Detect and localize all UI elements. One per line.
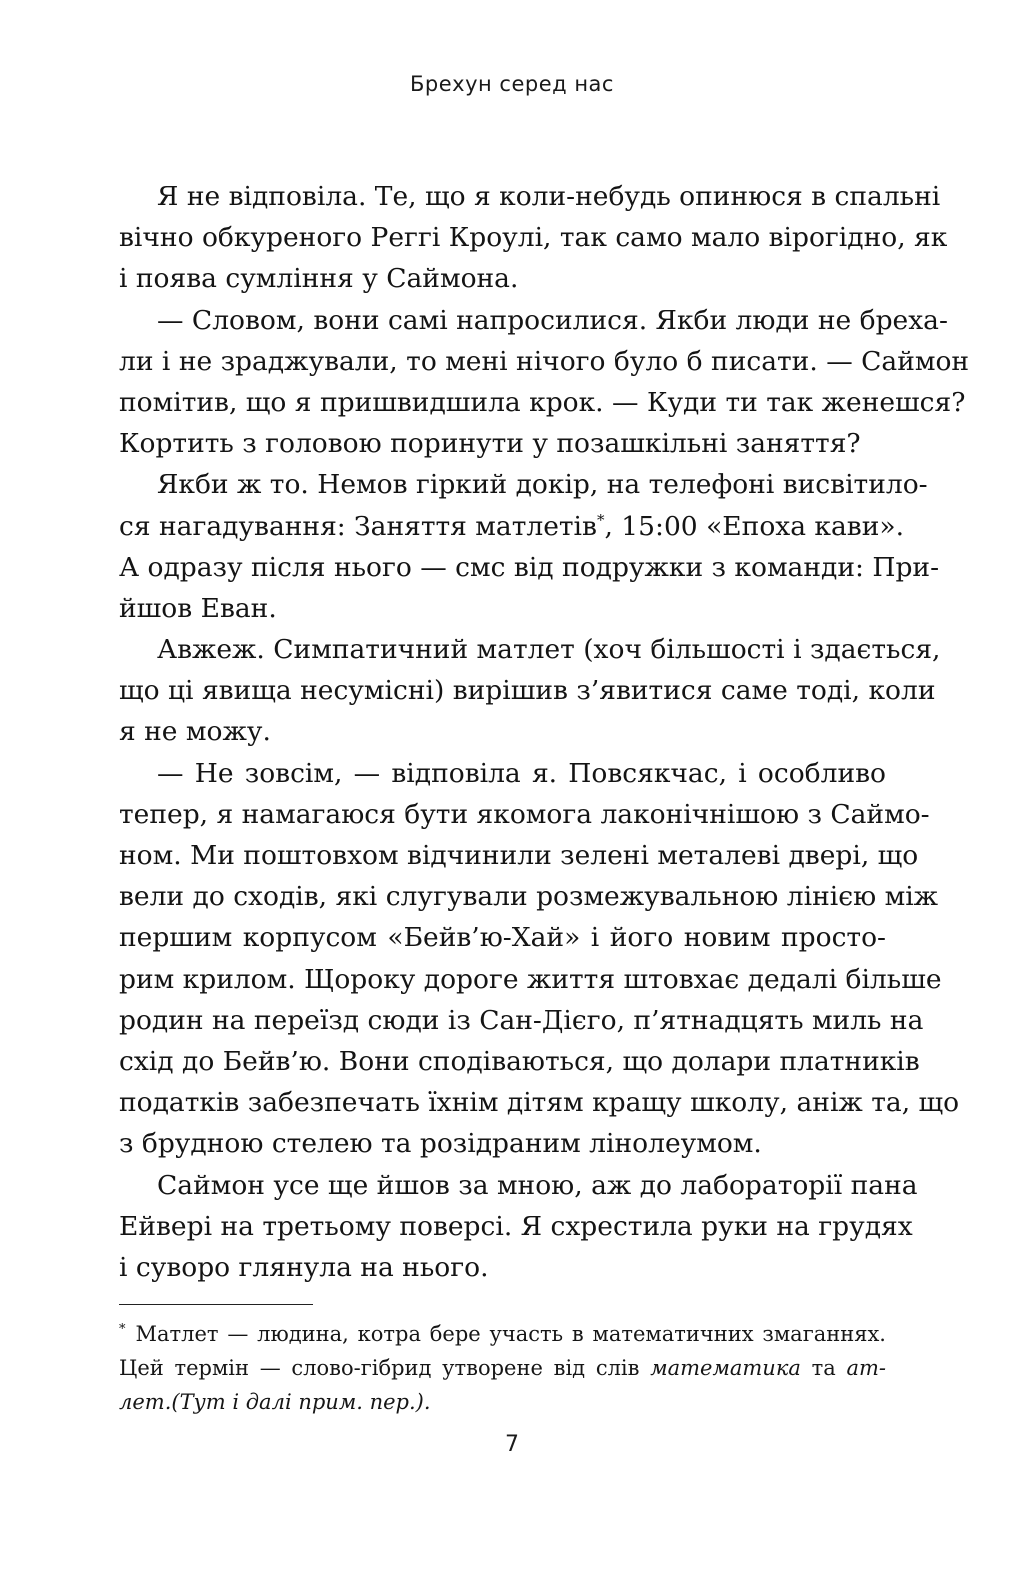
footnote-text: та [800,1356,847,1380]
paragraph-line: з брудною стелею та розідраним лінолеумом. [119,1128,762,1160]
paragraph-line: що ці явища несумісні) вирішив з’явитися саме тоді, коли [119,675,936,707]
footnote-mark: * [119,1322,126,1337]
paragraph-line: податків забезпечать їхнім дітям кращу школу, аніж та, що [119,1087,960,1119]
paragraph-line: і суворо глянула на нього. [119,1251,489,1283]
paragraph-line: йшов Еван. [119,592,277,624]
footnote-reference-mark: * [596,510,605,529]
paragraph-line: вічно обкуреного Реггі Кроулі, так само мало вірогідно, як [119,222,948,254]
paragraph-line: Кортить з головою поринути у позашкільні заняття? [119,428,861,460]
paragraph-line: Авжеж. Симпатичний матлет (хоч більшості і здається, [157,634,941,666]
paragraph-line: Я не відповіла. Те, що я коли-небудь опинюся в спальні [157,181,941,212]
footnote [119,1317,886,1419]
paragraph-line: ном. Ми поштовхом відчинили зелені металеві двері, що [119,840,919,871]
paragraph-line: тепер, я намагаюся бути якомога лаконічнішою з Саймо- [119,798,930,830]
footnote-line [119,1351,886,1385]
footnote-text: Цей термін — слово-гібрид утворене від слів [119,1356,651,1380]
footnote-text: Матлет — людина, котра бере участь в математичних змаганнях. [135,1322,886,1346]
footnote-italic-note: лет.(Тут і далі прим. пер.). [119,1390,431,1414]
footnote-italic-term: математика [650,1356,801,1380]
running-head: Брехун серед нас [410,72,614,96]
paragraph-line: схід до Бейв’ю. Вони сподіваються, що долари платників [119,1045,920,1077]
paragraph-line: Якби ж то. Немов гіркий докір, на телефоні висвітило- [157,469,928,501]
footnote-line [119,1317,886,1351]
paragraph-line: рим крилом. Щороку дороге життя штовхає дедалі більше [119,963,942,995]
line-text: , 15:00 «Епоха кави». [604,510,905,542]
paragraph-line: родин на переїзд сюди із Сан-Дієго, п’ятнадцять миль на [119,1004,924,1036]
paragraph-line: Ейвері на третьому поверсі. Я схрестила руки на грудях [119,1210,913,1242]
page-number: 7 [505,1432,519,1457]
paragraph-line: — Не зовсім, — відповіла я. Повсякчас, і особливо [157,757,886,789]
footnote-line [119,1385,886,1419]
line-text: ся нагадування: Заняття матлетів [119,510,597,542]
paragraph-line: — Словом, вони самі напросилися. Якби люди не бреха- [157,304,948,336]
paragraph-line: А одразу після нього — смс від подружки з команди: При- [119,551,940,583]
paragraph-line: Саймон усе ще йшов за мною, аж до лабораторії пана [157,1169,918,1201]
footnote-divider [119,1304,313,1305]
paragraph-line [119,506,905,547]
paragraph-line: ли і не зраджували, то мені нічого було б писати. — Саймон [119,345,970,377]
paragraph-line: першим корпусом «Бейв’ю-Хай» і його новим просто- [119,922,886,954]
paragraph-line: і поява сумління у Саймона. [119,263,519,295]
paragraph-line: помітив, що я пришвидшила крок. — Куди ти так женешся? [119,386,966,418]
footnote-italic-term: ат- [846,1356,886,1380]
body-text [119,176,970,1288]
paragraph-line: я не можу. [119,716,271,748]
paragraph-line: вели до сходів, які слугували розмежувальною лінією між [119,881,939,913]
